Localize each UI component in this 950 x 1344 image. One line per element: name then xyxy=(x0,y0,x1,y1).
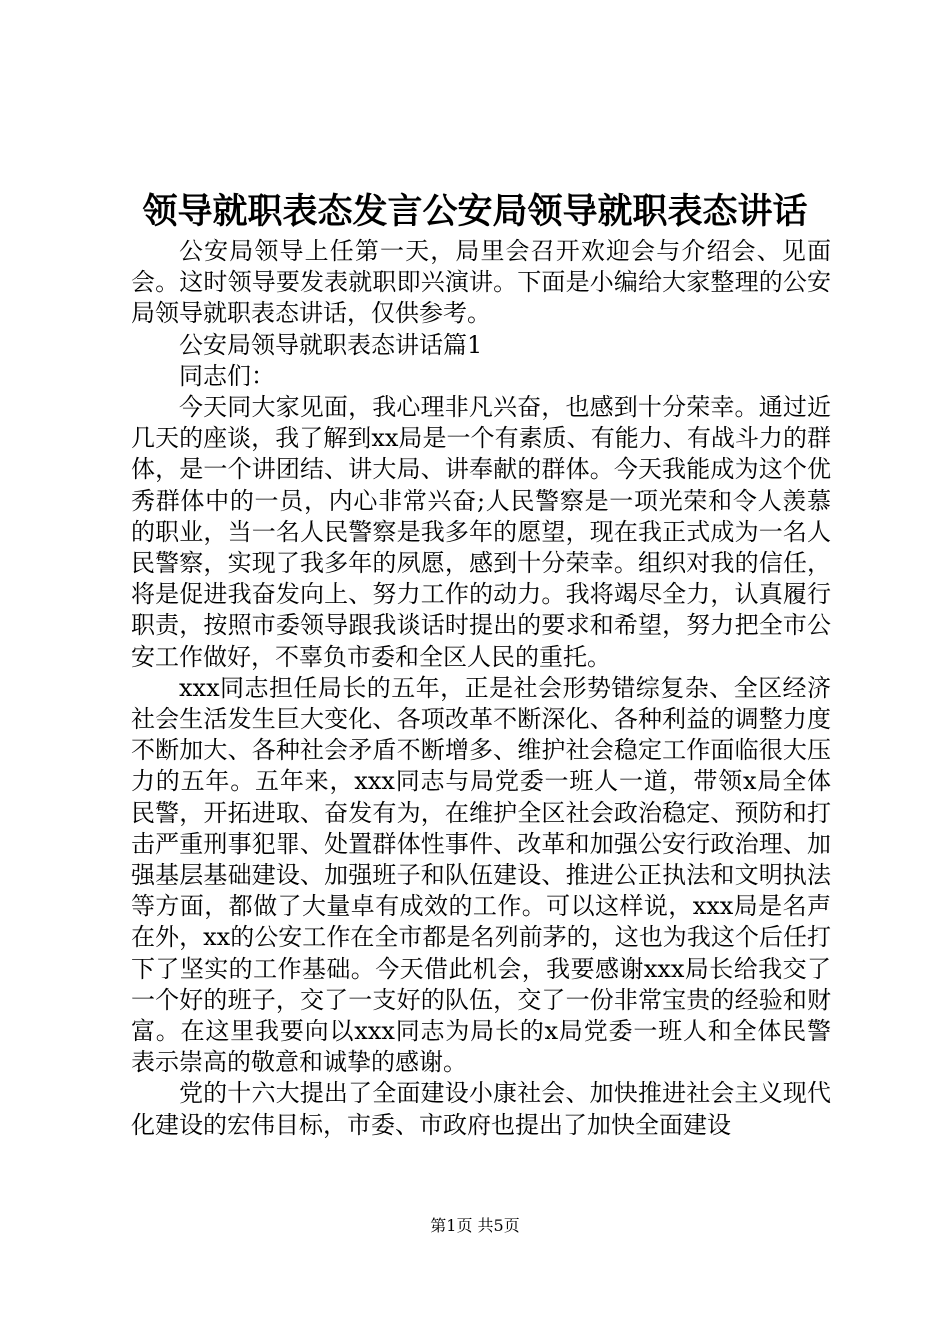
paragraph-salutation: 同志们： xyxy=(179,361,275,390)
paragraph-body-2: xxx同志担任局长的五年，正是社会形势错综复杂、全区经济社会生活发生巨大变化、各项改革不断深化、各种利益的调整力度不断加大、各种社会矛盾不断增多、维护社会稳定工作面临很大压力的五年。五年来，xxx同志与局党委一班人一道，带领x局全体民警，开拓进取、奋发有为，在维护全区社会政治稳定、预防和打击严重刑事犯罪、处置群体性事件、改革和加强公安行政治理、加强基层基础建设、加强班子和队伍建设、推进公正执法和文明执法等方面，都做了大量卓有成效的工作。可以这样说，xxx局是名声在外，xx的公安工作在全市都是名列前茅的，这也为我这个后任打下了坚实的工作基础。今天借此机会，我要感谢xxx局长给我交了一个好的班子，交了一支好的队伍，交了一份非常宝贵的经验和财富。在这里我要向以xxx同志为局长的x局党委一班人和全体民警表示崇高的敬意和诚挚的感谢。 xyxy=(131,673,831,1077)
paragraph-body-1: 今天同大家见面，我心理非凡兴奋，也感到十分荣幸。通过近几天的座谈，我了解到xx局是一个有素质、有能力、有战斗力的群体，是一个讲团结、讲大局、讲奉献的群体。今天我能成为这个优秀群体中的一员，内心非常兴奋;人民警察是一项光荣和令人羡慕的职业，当一名人民警察是我多年的愿望，现在我正式成为一名人民警察，实现了我多年的夙愿，感到十分荣幸。组织对我的信任，将是促进我奋发向上、努力工作的动力。我将竭尽全力，认真履行职责，按照市委领导跟我谈话时提出的要求和希望，努力把全市公安工作做好，不辜负市委和全区人民的重托。 xyxy=(131,393,831,671)
document-title: 领导就职表态发言公安局领导就职表态讲话 xyxy=(142,191,808,232)
page-footer: 第1页 共5页 xyxy=(430,1216,520,1235)
paragraph-intro: 公安局领导上任第一天，局里会召开欢迎会与介绍会、见面会。这时领导要发表就职即兴演讲。下面是小编给大家整理的公安局领导就职表态讲话，仅供参考。 xyxy=(131,237,831,328)
paragraph-body-3: 党的十六大提出了全面建设小康社会、加快推进社会主义现代化建设的宏伟目标，市委、市政府也提出了加快全面建设 xyxy=(131,1079,831,1139)
paragraph-section-heading: 公安局领导就职表态讲话篇1 xyxy=(179,330,483,359)
document-body xyxy=(131,236,831,1141)
